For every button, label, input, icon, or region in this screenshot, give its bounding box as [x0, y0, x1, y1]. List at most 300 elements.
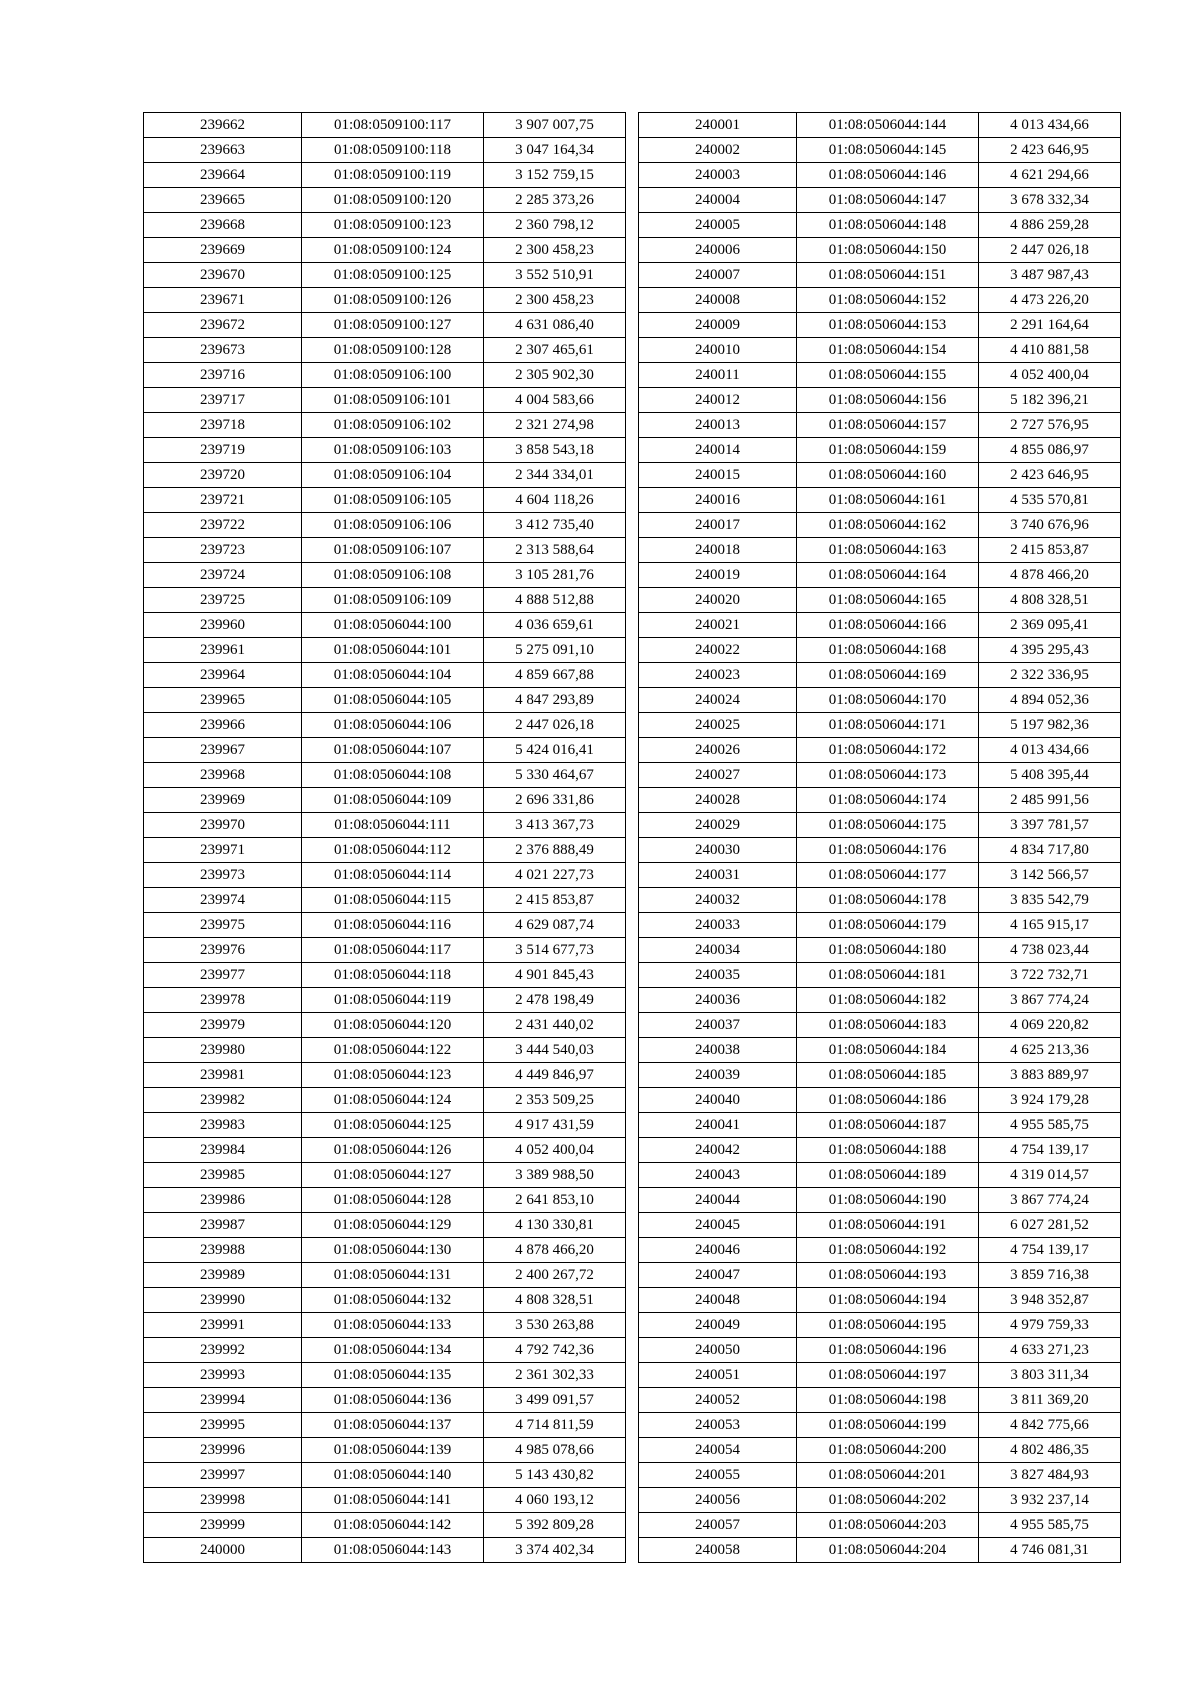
- cadastral-number-cell: 01:08:0506044:168: [797, 638, 979, 663]
- cadastral-number-cell: 01:08:0506044:164: [797, 563, 979, 588]
- cadastral-number-cell: 01:08:0506044:184: [797, 1038, 979, 1063]
- table-row: [639, 413, 1121, 438]
- table-row: [144, 463, 626, 488]
- record-id-cell: 239724: [144, 563, 302, 588]
- cadastral-value-cell: 4 901 845,43: [484, 963, 626, 988]
- record-id-cell: 239981: [144, 1063, 302, 1088]
- cadastral-number-cell: 01:08:0506044:185: [797, 1063, 979, 1088]
- table-row: [144, 1438, 626, 1463]
- table-row: [144, 1388, 626, 1413]
- cadastral-value-cell: 4 834 717,80: [979, 838, 1121, 863]
- table-row: [144, 563, 626, 588]
- record-id-cell: 240019: [639, 563, 797, 588]
- cadastral-value-cell: 2 305 902,30: [484, 363, 626, 388]
- cadastral-value-cell: 4 604 118,26: [484, 488, 626, 513]
- cadastral-number-cell: 01:08:0509100:126: [302, 288, 484, 313]
- cadastral-value-cell: 2 696 331,86: [484, 788, 626, 813]
- table-row: [639, 1413, 1121, 1438]
- cadastral-value-cell: 2 447 026,18: [484, 713, 626, 738]
- cadastral-value-cell: 3 678 332,34: [979, 188, 1121, 213]
- record-id-cell: 240033: [639, 913, 797, 938]
- cadastral-number-cell: 01:08:0506044:105: [302, 688, 484, 713]
- cadastral-number-cell: 01:08:0506044:178: [797, 888, 979, 913]
- record-id-cell: 239987: [144, 1213, 302, 1238]
- cadastral-number-cell: 01:08:0506044:181: [797, 963, 979, 988]
- record-id-cell: 239717: [144, 388, 302, 413]
- left-table-body: [144, 113, 626, 1563]
- table-row: [144, 413, 626, 438]
- cadastral-value-cell: 4 013 434,66: [979, 113, 1121, 138]
- cadastral-value-cell: 4 955 585,75: [979, 1513, 1121, 1538]
- record-id-cell: 239965: [144, 688, 302, 713]
- cadastral-value-cell: 2 423 646,95: [979, 463, 1121, 488]
- cadastral-value-cell: 4 629 087,74: [484, 913, 626, 938]
- cadastral-number-cell: 01:08:0506044:175: [797, 813, 979, 838]
- cadastral-value-cell: 3 105 281,76: [484, 563, 626, 588]
- record-id-cell: 240038: [639, 1038, 797, 1063]
- cadastral-number-cell: 01:08:0506044:129: [302, 1213, 484, 1238]
- record-id-cell: 240016: [639, 488, 797, 513]
- cadastral-number-cell: 01:08:0509106:103: [302, 438, 484, 463]
- record-id-cell: 240040: [639, 1088, 797, 1113]
- table-row: [639, 1038, 1121, 1063]
- cadastral-value-cell: 3 487 987,43: [979, 263, 1121, 288]
- table-row: [144, 363, 626, 388]
- cadastral-number-cell: 01:08:0509100:119: [302, 163, 484, 188]
- table-row: [144, 1188, 626, 1213]
- cadastral-value-cell: 3 389 988,50: [484, 1163, 626, 1188]
- table-row: [639, 163, 1121, 188]
- table-row: [639, 713, 1121, 738]
- record-id-cell: 239994: [144, 1388, 302, 1413]
- table-row: [144, 938, 626, 963]
- record-id-cell: 240003: [639, 163, 797, 188]
- record-id-cell: 240044: [639, 1188, 797, 1213]
- table-row: [639, 663, 1121, 688]
- table-row: [144, 1538, 626, 1563]
- record-id-cell: 240036: [639, 988, 797, 1013]
- cadastral-value-cell: 3 499 091,57: [484, 1388, 626, 1413]
- cadastral-number-cell: 01:08:0506044:170: [797, 688, 979, 713]
- record-id-cell: 240054: [639, 1438, 797, 1463]
- cadastral-number-cell: 01:08:0509106:106: [302, 513, 484, 538]
- cadastral-number-cell: 01:08:0506044:195: [797, 1313, 979, 1338]
- cadastral-number-cell: 01:08:0506044:100: [302, 613, 484, 638]
- table-row: [144, 138, 626, 163]
- cadastral-number-cell: 01:08:0506044:199: [797, 1413, 979, 1438]
- cadastral-value-cell: 4 917 431,59: [484, 1113, 626, 1138]
- table-row: [639, 438, 1121, 463]
- record-id-cell: 239993: [144, 1363, 302, 1388]
- table-row: [639, 763, 1121, 788]
- cadastral-number-cell: 01:08:0506044:187: [797, 1113, 979, 1138]
- cadastral-number-cell: 01:08:0506044:135: [302, 1363, 484, 1388]
- table-row: [144, 838, 626, 863]
- table-row: [639, 1313, 1121, 1338]
- cadastral-value-cell: 3 883 889,97: [979, 1063, 1121, 1088]
- record-id-cell: 239967: [144, 738, 302, 763]
- table-row: [639, 538, 1121, 563]
- record-id-cell: 239665: [144, 188, 302, 213]
- table-row: [144, 1138, 626, 1163]
- table-row: [144, 1338, 626, 1363]
- cadastral-value-cell: 4 631 086,40: [484, 313, 626, 338]
- cadastral-number-cell: 01:08:0506044:179: [797, 913, 979, 938]
- cadastral-value-cell: 3 948 352,87: [979, 1288, 1121, 1313]
- table-row: [639, 738, 1121, 763]
- record-id-cell: 240056: [639, 1488, 797, 1513]
- cadastral-number-cell: 01:08:0506044:203: [797, 1513, 979, 1538]
- table-row: [639, 1538, 1121, 1563]
- cadastral-value-cell: 5 275 091,10: [484, 638, 626, 663]
- table-row: [144, 913, 626, 938]
- record-id-cell: 239976: [144, 938, 302, 963]
- cadastral-value-cell: 5 392 809,28: [484, 1513, 626, 1538]
- cadastral-number-cell: 01:08:0506044:118: [302, 963, 484, 988]
- table-row: [639, 1488, 1121, 1513]
- table-row: [639, 1138, 1121, 1163]
- cadastral-number-cell: 01:08:0506044:117: [302, 938, 484, 963]
- cadastral-number-cell: 01:08:0506044:193: [797, 1263, 979, 1288]
- table-row: [639, 113, 1121, 138]
- cadastral-value-cell: 4 473 226,20: [979, 288, 1121, 313]
- cadastral-number-cell: 01:08:0506044:123: [302, 1063, 484, 1088]
- cadastral-value-cell: 4 319 014,57: [979, 1163, 1121, 1188]
- table-row: [144, 313, 626, 338]
- cadastral-number-cell: 01:08:0506044:146: [797, 163, 979, 188]
- table-row: [144, 263, 626, 288]
- cadastral-value-cell: 4 754 139,17: [979, 1138, 1121, 1163]
- record-id-cell: 240020: [639, 588, 797, 613]
- record-id-cell: 240013: [639, 413, 797, 438]
- cadastral-number-cell: 01:08:0506044:128: [302, 1188, 484, 1213]
- record-id-cell: 240015: [639, 463, 797, 488]
- record-id-cell: 239964: [144, 663, 302, 688]
- cadastral-value-cell: 4 985 078,66: [484, 1438, 626, 1463]
- cadastral-number-cell: 01:08:0506044:200: [797, 1438, 979, 1463]
- cadastral-value-cell: 2 400 267,72: [484, 1263, 626, 1288]
- record-id-cell: 239991: [144, 1313, 302, 1338]
- cadastral-value-cell: 4 069 220,82: [979, 1013, 1121, 1038]
- cadastral-value-cell: 2 313 588,64: [484, 538, 626, 563]
- cadastral-value-cell: 2 727 576,95: [979, 413, 1121, 438]
- cadastral-value-cell: 4 878 466,20: [484, 1238, 626, 1263]
- cadastral-number-cell: 01:08:0506044:131: [302, 1263, 484, 1288]
- cadastral-number-cell: 01:08:0506044:137: [302, 1413, 484, 1438]
- cadastral-number-cell: 01:08:0506044:174: [797, 788, 979, 813]
- record-id-cell: 239672: [144, 313, 302, 338]
- record-id-cell: 239996: [144, 1438, 302, 1463]
- cadastral-number-cell: 01:08:0506044:182: [797, 988, 979, 1013]
- cadastral-number-cell: 01:08:0506044:162: [797, 513, 979, 538]
- record-id-cell: 240034: [639, 938, 797, 963]
- cadastral-value-cell: 4 802 486,35: [979, 1438, 1121, 1463]
- table-row: [144, 863, 626, 888]
- cadastral-number-cell: 01:08:0506044:186: [797, 1088, 979, 1113]
- cadastral-number-cell: 01:08:0506044:183: [797, 1013, 979, 1038]
- cadastral-value-cell: 2 485 991,56: [979, 788, 1121, 813]
- cadastral-value-cell: 3 924 179,28: [979, 1088, 1121, 1113]
- record-id-cell: 239721: [144, 488, 302, 513]
- cadastral-value-cell: 3 552 510,91: [484, 263, 626, 288]
- cadastral-value-cell: 5 143 430,82: [484, 1463, 626, 1488]
- cadastral-number-cell: 01:08:0506044:204: [797, 1538, 979, 1563]
- cadastral-number-cell: 01:08:0506044:201: [797, 1463, 979, 1488]
- cadastral-number-cell: 01:08:0506044:147: [797, 188, 979, 213]
- cadastral-number-cell: 01:08:0506044:154: [797, 338, 979, 363]
- cadastral-value-cell: 4 886 259,28: [979, 213, 1121, 238]
- table-row: [639, 813, 1121, 838]
- record-id-cell: 240043: [639, 1163, 797, 1188]
- cadastral-number-cell: 01:08:0506044:198: [797, 1388, 979, 1413]
- cadastral-number-cell: 01:08:0509100:124: [302, 238, 484, 263]
- cadastral-number-cell: 01:08:0509106:104: [302, 463, 484, 488]
- record-id-cell: 240051: [639, 1363, 797, 1388]
- record-id-cell: 240017: [639, 513, 797, 538]
- record-id-cell: 240031: [639, 863, 797, 888]
- table-row: [639, 513, 1121, 538]
- table-row: [639, 1013, 1121, 1038]
- record-id-cell: 239989: [144, 1263, 302, 1288]
- record-id-cell: 239995: [144, 1413, 302, 1438]
- cadastral-value-cell: 4 633 271,23: [979, 1338, 1121, 1363]
- record-id-cell: 239669: [144, 238, 302, 263]
- cadastral-number-cell: 01:08:0506044:139: [302, 1438, 484, 1463]
- record-id-cell: 240050: [639, 1338, 797, 1363]
- cadastral-number-cell: 01:08:0506044:151: [797, 263, 979, 288]
- cadastral-number-cell: 01:08:0506044:169: [797, 663, 979, 688]
- cadastral-value-cell: 3 530 263,88: [484, 1313, 626, 1338]
- cadastral-value-cell: 4 130 330,81: [484, 1213, 626, 1238]
- cadastral-value-cell: 5 182 396,21: [979, 388, 1121, 413]
- table-row: [639, 238, 1121, 263]
- cadastral-value-cell: 3 444 540,03: [484, 1038, 626, 1063]
- cadastral-value-cell: 3 374 402,34: [484, 1538, 626, 1563]
- table-row: [639, 263, 1121, 288]
- cadastral-number-cell: 01:08:0506044:106: [302, 713, 484, 738]
- cadastral-number-cell: 01:08:0509100:125: [302, 263, 484, 288]
- cadastral-number-cell: 01:08:0506044:194: [797, 1288, 979, 1313]
- cadastral-number-cell: 01:08:0506044:152: [797, 288, 979, 313]
- table-row: [144, 338, 626, 363]
- cadastral-number-cell: 01:08:0506044:192: [797, 1238, 979, 1263]
- cadastral-number-cell: 01:08:0509106:105: [302, 488, 484, 513]
- table-row: [639, 463, 1121, 488]
- table-row: [144, 763, 626, 788]
- table-row: [144, 688, 626, 713]
- table-row: [144, 238, 626, 263]
- cadastral-number-cell: 01:08:0506044:122: [302, 1038, 484, 1063]
- cadastral-value-cell: 4 004 583,66: [484, 388, 626, 413]
- record-id-cell: 240024: [639, 688, 797, 713]
- cadastral-number-cell: 01:08:0506044:107: [302, 738, 484, 763]
- cadastral-number-cell: 01:08:0506044:153: [797, 313, 979, 338]
- cadastral-value-cell: 2 641 853,10: [484, 1188, 626, 1213]
- cadastral-number-cell: 01:08:0506044:176: [797, 838, 979, 863]
- record-id-cell: 239978: [144, 988, 302, 1013]
- record-id-cell: 240028: [639, 788, 797, 813]
- table-row: [639, 838, 1121, 863]
- cadastral-value-cell: 2 300 458,23: [484, 238, 626, 263]
- record-id-cell: 239975: [144, 913, 302, 938]
- cadastral-number-cell: 01:08:0506044:108: [302, 763, 484, 788]
- table-row: [639, 1438, 1121, 1463]
- cadastral-value-cell: 3 047 164,34: [484, 138, 626, 163]
- record-id-cell: 239960: [144, 613, 302, 638]
- record-id-cell: 239662: [144, 113, 302, 138]
- table-row: [144, 588, 626, 613]
- table-row: [639, 313, 1121, 338]
- record-id-cell: 239723: [144, 538, 302, 563]
- cadastral-value-cell: 4 410 881,58: [979, 338, 1121, 363]
- cadastral-number-cell: 01:08:0506044:119: [302, 988, 484, 1013]
- record-id-cell: 239719: [144, 438, 302, 463]
- table-row: [144, 1163, 626, 1188]
- table-row: [639, 938, 1121, 963]
- cadastral-number-cell: 01:08:0506044:133: [302, 1313, 484, 1338]
- table-row: [144, 163, 626, 188]
- cadastral-number-cell: 01:08:0509100:120: [302, 188, 484, 213]
- cadastral-value-cell: 4 013 434,66: [979, 738, 1121, 763]
- record-id-cell: 240018: [639, 538, 797, 563]
- record-id-cell: 240008: [639, 288, 797, 313]
- table-row: [144, 1238, 626, 1263]
- table-row: [144, 1038, 626, 1063]
- cadastral-value-cell: 4 808 328,51: [979, 588, 1121, 613]
- cadastral-value-cell: 2 344 334,01: [484, 463, 626, 488]
- record-id-cell: 239971: [144, 838, 302, 863]
- cadastral-number-cell: 01:08:0506044:159: [797, 438, 979, 463]
- cadastral-value-cell: 3 811 369,20: [979, 1388, 1121, 1413]
- table-row: [144, 1088, 626, 1113]
- table-row: [639, 488, 1121, 513]
- table-row: [639, 138, 1121, 163]
- record-id-cell: 239722: [144, 513, 302, 538]
- table-row: [639, 188, 1121, 213]
- cadastral-value-cell: 4 754 139,17: [979, 1238, 1121, 1263]
- table-row: [639, 1288, 1121, 1313]
- right-table: [638, 112, 1121, 1563]
- record-id-cell: 239979: [144, 1013, 302, 1038]
- cadastral-number-cell: 01:08:0509106:100: [302, 363, 484, 388]
- cadastral-number-cell: 01:08:0509106:109: [302, 588, 484, 613]
- cadastral-number-cell: 01:08:0509100:127: [302, 313, 484, 338]
- record-id-cell: 240009: [639, 313, 797, 338]
- table-row: [639, 1113, 1121, 1138]
- record-id-cell: 240006: [639, 238, 797, 263]
- record-id-cell: 240058: [639, 1538, 797, 1563]
- cadastral-value-cell: 2 431 440,02: [484, 1013, 626, 1038]
- record-id-cell: 239725: [144, 588, 302, 613]
- table-row: [639, 1088, 1121, 1113]
- record-id-cell: 240057: [639, 1513, 797, 1538]
- table-row: [639, 963, 1121, 988]
- record-id-cell: 240046: [639, 1238, 797, 1263]
- cadastral-value-cell: 4 021 227,73: [484, 863, 626, 888]
- table-row: [144, 113, 626, 138]
- cadastral-number-cell: 01:08:0506044:111: [302, 813, 484, 838]
- cadastral-value-cell: 5 197 982,36: [979, 713, 1121, 738]
- record-id-cell: 239988: [144, 1238, 302, 1263]
- cadastral-number-cell: 01:08:0506044:155: [797, 363, 979, 388]
- record-id-cell: 240048: [639, 1288, 797, 1313]
- cadastral-number-cell: 01:08:0506044:191: [797, 1213, 979, 1238]
- cadastral-number-cell: 01:08:0506044:143: [302, 1538, 484, 1563]
- record-id-cell: 240001: [639, 113, 797, 138]
- record-id-cell: 240010: [639, 338, 797, 363]
- cadastral-number-cell: 01:08:0506044:104: [302, 663, 484, 688]
- cadastral-number-cell: 01:08:0509100:128: [302, 338, 484, 363]
- cadastral-number-cell: 01:08:0506044:140: [302, 1463, 484, 1488]
- table-row: [144, 438, 626, 463]
- cadastral-number-cell: 01:08:0506044:134: [302, 1338, 484, 1363]
- cadastral-number-cell: 01:08:0506044:136: [302, 1388, 484, 1413]
- cadastral-value-cell: 3 412 735,40: [484, 513, 626, 538]
- cadastral-value-cell: 2 353 509,25: [484, 1088, 626, 1113]
- record-id-cell: 240055: [639, 1463, 797, 1488]
- record-id-cell: 240041: [639, 1113, 797, 1138]
- record-id-cell: 240039: [639, 1063, 797, 1088]
- cadastral-value-cell: 4 979 759,33: [979, 1313, 1121, 1338]
- table-row: [639, 888, 1121, 913]
- table-row: [144, 988, 626, 1013]
- record-id-cell: 239999: [144, 1513, 302, 1538]
- table-row: [144, 663, 626, 688]
- table-row: [639, 1063, 1121, 1088]
- record-id-cell: 240026: [639, 738, 797, 763]
- table-row: [639, 563, 1121, 588]
- cadastral-value-cell: 4 738 023,44: [979, 938, 1121, 963]
- cadastral-number-cell: 01:08:0506044:101: [302, 638, 484, 663]
- cadastral-number-cell: 01:08:0506044:166: [797, 613, 979, 638]
- cadastral-number-cell: 01:08:0506044:148: [797, 213, 979, 238]
- cadastral-number-cell: 01:08:0506044:165: [797, 588, 979, 613]
- record-id-cell: 240007: [639, 263, 797, 288]
- record-id-cell: 240035: [639, 963, 797, 988]
- table-row: [639, 638, 1121, 663]
- cadastral-value-cell: 2 376 888,49: [484, 838, 626, 863]
- cadastral-number-cell: 01:08:0506044:197: [797, 1363, 979, 1388]
- table-row: [639, 1388, 1121, 1413]
- record-id-cell: 239977: [144, 963, 302, 988]
- cadastral-value-cell: 2 423 646,95: [979, 138, 1121, 163]
- cadastral-value-cell: 2 415 853,87: [484, 888, 626, 913]
- cadastral-value-cell: 2 322 336,95: [979, 663, 1121, 688]
- record-id-cell: 240021: [639, 613, 797, 638]
- table-row: [639, 1188, 1121, 1213]
- record-id-cell: 239716: [144, 363, 302, 388]
- table-row: [144, 1063, 626, 1088]
- cadastral-value-cell: 5 330 464,67: [484, 763, 626, 788]
- cadastral-number-cell: 01:08:0506044:132: [302, 1288, 484, 1313]
- cadastral-number-cell: 01:08:0506044:177: [797, 863, 979, 888]
- table-row: [144, 1313, 626, 1338]
- cadastral-value-cell: 4 878 466,20: [979, 563, 1121, 588]
- table-row: [144, 513, 626, 538]
- cadastral-value-cell: 2 307 465,61: [484, 338, 626, 363]
- record-id-cell: 240049: [639, 1313, 797, 1338]
- table-row: [144, 788, 626, 813]
- cadastral-value-cell: 5 408 395,44: [979, 763, 1121, 788]
- record-id-cell: 239974: [144, 888, 302, 913]
- cadastral-value-cell: 4 449 846,97: [484, 1063, 626, 1088]
- table-row: [639, 988, 1121, 1013]
- record-id-cell: 239997: [144, 1463, 302, 1488]
- table-row: [144, 1013, 626, 1038]
- cadastral-value-cell: 3 722 732,71: [979, 963, 1121, 988]
- record-id-cell: 240000: [144, 1538, 302, 1563]
- cadastral-value-cell: 5 424 016,41: [484, 738, 626, 763]
